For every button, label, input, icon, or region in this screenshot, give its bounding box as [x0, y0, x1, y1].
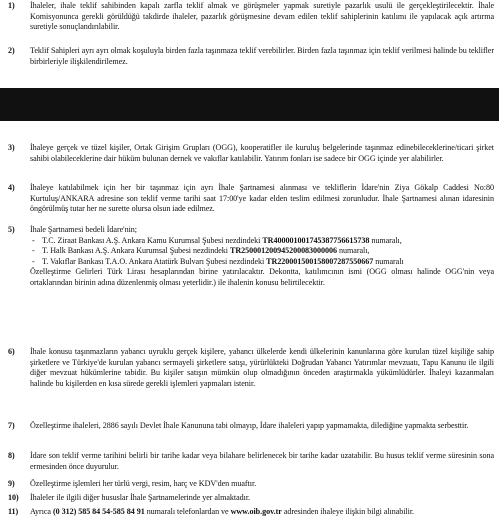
clause-2 — [8, 46, 494, 67]
clause-6 — [8, 347, 494, 389]
clause-9 — [8, 479, 494, 490]
bank-account-text: T. Halk Bankası A.Ş. Ankara Kurumsal Şubesi nezdindeki — [42, 246, 228, 256]
clause-number: 6) — [8, 347, 15, 356]
clause-number: 10) — [8, 493, 19, 502]
bank-account-text: T.C. Ziraat Bankası A.Ş. Ankara Kamu Kurumsal Şubesi nezdindeki — [42, 235, 261, 245]
contact-prefix: Ayrıca — [30, 507, 51, 516]
clause-number: 2) — [8, 46, 15, 55]
bank-account-vakif: - T. Vakıflar Bankası T.A.O. Ankara Atatürk Bulvarı Şubesi nezdindeki TR220001500158007287550667 numaralı — [32, 256, 404, 266]
clause-text: İhaleye gerçek ve tüzel kişiler, Ortak Girişim Grupları (OGG), kooperatifler ile kuruluş belgelerinde taşınmaz edinebileceklerine/ticari şirket sahibi olabileceklerine dair hüküm bulunan dernek ve vakıflar katılabilir. Yatırım fonları ise sadece bir OGG içinde yer alabilirler. — [30, 143, 494, 163]
clause-text: Özelleştirme ihaleleri, 2886 sayılı Devlet İhale Kanununa tabi olmayıp, İdare ihaleleri yapıp yapmamakta, dilediğine yapmakta serbesttir. — [30, 421, 469, 430]
clause-intro: İhale Şartnamesi bedeli İdare'nin; — [30, 225, 137, 234]
iban-number: TR250001200945200083000006 — [229, 246, 338, 256]
clause-7 — [8, 421, 494, 432]
contact-middle: numaralı telefonlardan ve — [146, 507, 229, 516]
clause-4 — [8, 183, 494, 215]
clause-text: İhale konusu taşınmazların yabancı uyruklu gerçek kişilere, yabancı ülkelerde kendi ülkelerinin kanunlarına göre kurulan tüzel kişiliğe sahip şirketlere ve Türkiye'de kurulan yabancı sermayeli şirketlere satışı, yürürlükteki Doğrudan Yabancı Yatırımlar mevzuatı, Tapu Kanunu ile ilgili diğer mevzuat hükümlerine tabidir. Bu kişiler satışın mümkün olup olmadığının önceden araştırmakla yükümlüdürler. İhaleyi kazanmaları halinde bu kişilerden en kısa sürede gerekli işlemleri yapmaları istenir. — [30, 347, 494, 388]
clause-number: 8) — [8, 451, 15, 460]
iban-number: TR220001500158007287550667 — [266, 256, 374, 266]
bank-account-suffix: numaralı, — [371, 235, 402, 245]
clause-text: İdare son teklif verme tarihini belirli bir tarihe kadar veya bilahare belirlenecek bir tarihe kadar uzatabilir. Bu husus teklif verme süresinin sona ermesinden önce duyurulur. — [30, 451, 494, 471]
bank-account-text: T. Vakıflar Bankası T.A.O. Ankara Atatürk Bulvarı Şubesi nezdindeki — [42, 256, 265, 266]
clause-1 — [8, 1, 494, 33]
clause-number: 5) — [8, 225, 15, 234]
clause-3 — [8, 143, 494, 164]
clause-number: 1) — [8, 1, 15, 10]
bank-account-suffix: numaralı, — [339, 246, 370, 256]
clause-number: 3) — [8, 143, 15, 152]
clause-number: 9) — [8, 479, 15, 488]
lower-page-fragment — [0, 121, 499, 531]
bank-account-halk: - T. Halk Bankası A.Ş. Ankara Kurumsal Şubesi nezdindeki TR250001200945200083000006 numaralı, — [32, 246, 370, 256]
clause-text — [30, 507, 494, 518]
clause-text: Teklif Sahipleri ayrı ayrı olmak koşuluyla birden fazla taşınmaza teklif verebilirler. Birden fazla taşınmaz için teklif verilmesi halinde bu teklifler birbirleriyle ilişkilendirilemez. — [30, 46, 494, 66]
black-divider-band — [0, 88, 499, 121]
upper-page-fragment — [0, 0, 499, 88]
contact-suffix: adresinden ihaleye ilişkin bilgi alınabilir. — [283, 507, 415, 516]
clause-note: Özelleştirme Gelirleri Türk Lirası hesaplarından birine yatırılacaktır. Dekontta, katılımcının ismi (OGG olması halinde OGG'nin veya ortaklarından birinin adına düzenlenmiş olması yeterlidir.) ile ihalenin konusu belirtilecektir. — [30, 267, 494, 287]
iban-number: TR400001001745387756615738 — [262, 235, 370, 245]
website-link[interactable]: www.oib.gov.tr — [230, 507, 282, 516]
phone-number: (0 312) 585 84 54-585 84 91 — [52, 507, 145, 516]
bank-account-ziraat: - T.C. Ziraat Bankası A.Ş. Ankara Kamu Kurumsal Şubesi nezdindeki TR400001001745387756615738 numaralı, — [32, 235, 402, 245]
bank-account-list — [30, 236, 494, 268]
clause-text: İhaleler, ihale teklif sahibinden kapalı zarfla teklif almak ve görüşmeler yapmak suretiyle pazarlık usulü ile gerçekleştirilecektir. İhale Komisyonunca gerekli görüldüğü takdirde ihaleler, pazarlık görüşmesine devam edilen teklif sahiplerinin katılımı ile yapılacak açık artırma suretiyle sonuçlandırılabilir. — [30, 1, 494, 32]
clause-number: 11) — [8, 507, 19, 516]
clause-text: Özelleştirme işlemleri her türlü vergi, resim, harç ve KDV'den muaftır. — [30, 479, 257, 488]
bank-account-suffix: numaralı — [375, 256, 404, 266]
clause-5 — [8, 225, 494, 289]
clause-10 — [8, 493, 494, 504]
clause-text: İhaleler ile ilgili diğer hususlar İhale Şartnamelerinde yer almaktadır. — [30, 493, 251, 502]
clause-text: İhaleye katılabilmek için her bir taşınmaz için ayrı İhale Şartnamesi alınması ve tekliflerin İdare'nin Ziya Gökalp Caddesi No:80 Kurtuluş/ANKARA adresine son teklif verme tarihi saat 17:00'ye kadar elden teslim edilmesi zorunludur. İhale Şartnamesi alınan idaresinin öngörülmüş tutar her ne surette olursa olsun iade edilmez. — [30, 183, 494, 214]
clause-8 — [8, 451, 494, 472]
clause-number: 7) — [8, 421, 15, 430]
clause-11 — [8, 507, 494, 518]
clause-number: 4) — [8, 183, 15, 192]
